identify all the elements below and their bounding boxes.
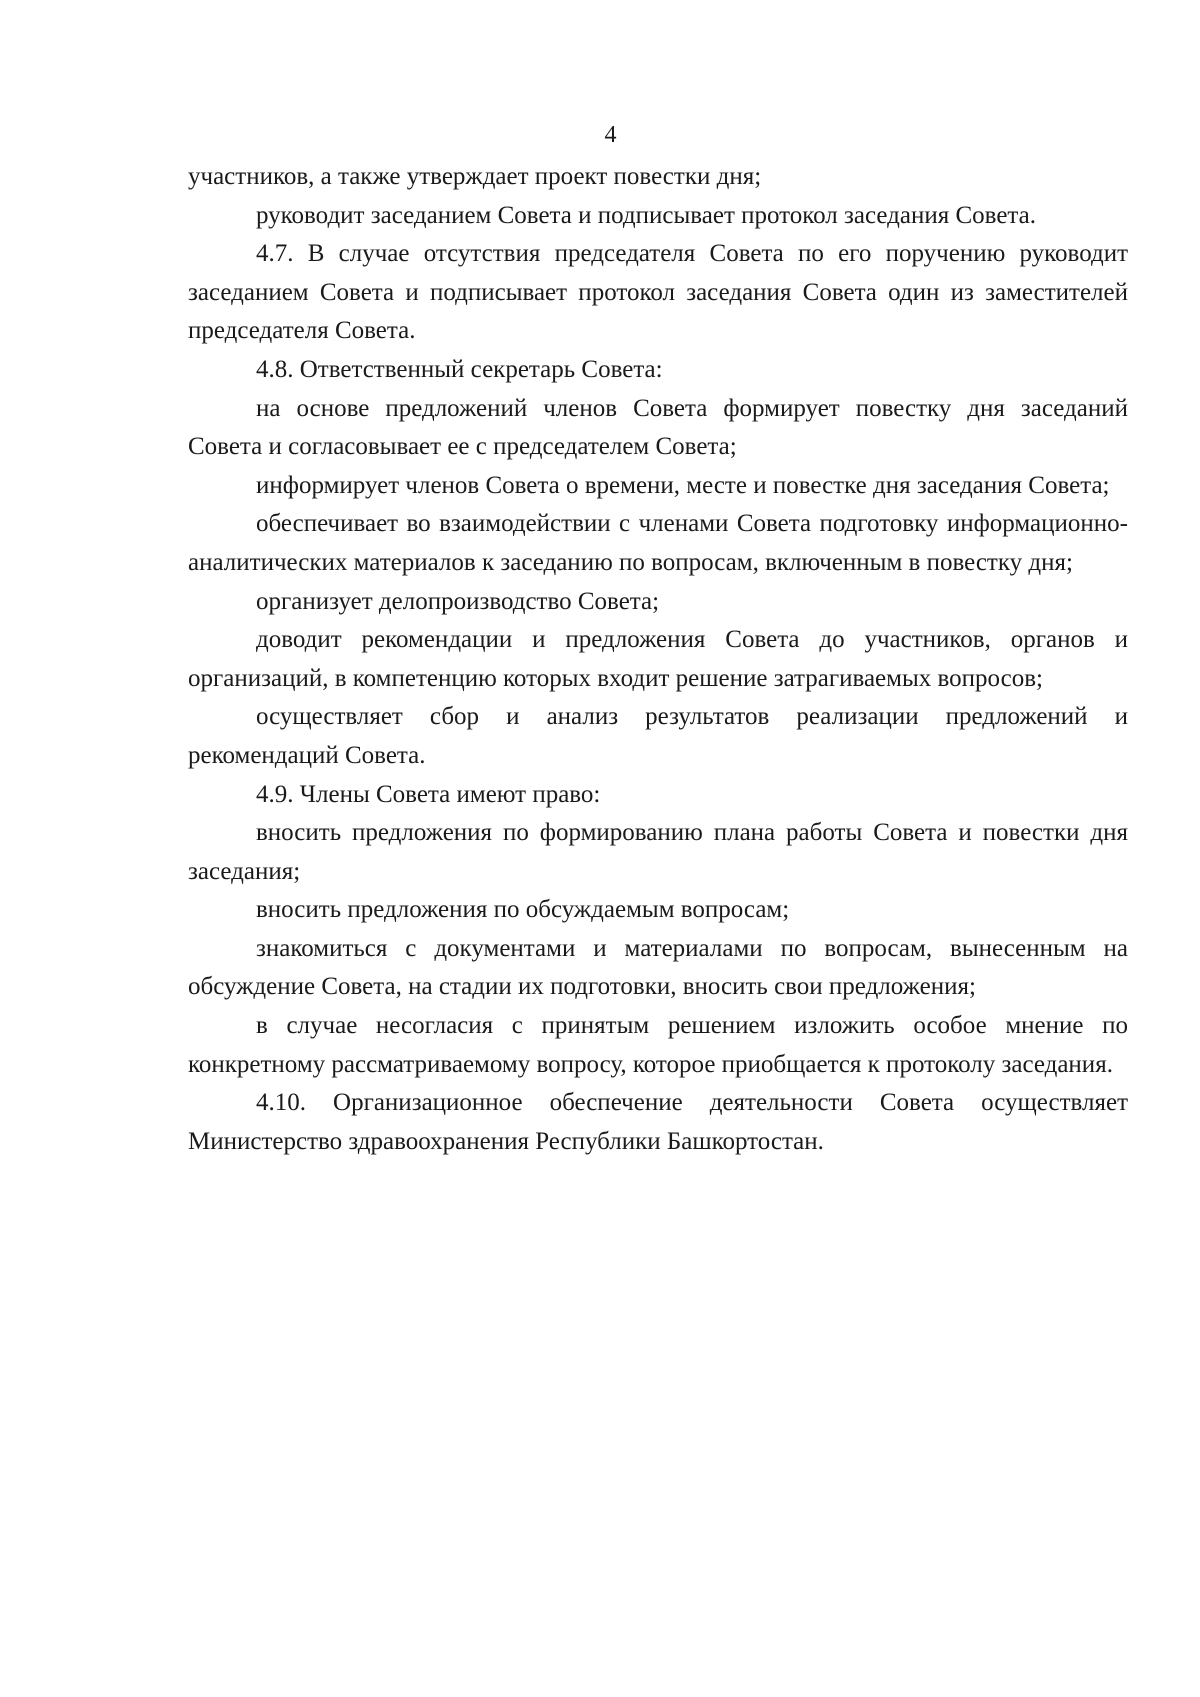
paragraph-members-plan: вносить предложения по формированию плана работы Совета и повестки дня заседания;	[188, 819, 1128, 885]
paragraph-secretary-records: организует делопроизводство Совета;	[256, 587, 660, 615]
paragraph-secretary-agenda: на основе предложений членов Совета формирует повестку дня заседаний Совета и согласовывает ее с председателем Совета;	[188, 394, 1128, 461]
paragraph-members-dissent: в случае несогласия с принятым решением изложить особое мнение по конкретному рассматриваемому вопросу, которое приобщается к протоколу заседания.	[188, 1012, 1128, 1078]
paragraph-chair-duties: руководит заседанием Совета и подписывает протокол заседания Совета.	[256, 201, 1037, 229]
page-number: 4	[604, 122, 617, 148]
paragraph-secretary-analysis: осуществляет сбор и анализ результатов реализации предложений и рекомендаций Совета.	[188, 703, 1128, 769]
document-body	[188, 158, 1128, 1161]
paragraph-4-8-heading: 4.8. Ответственный секретарь Совета:	[256, 355, 663, 383]
paragraph-secretary-inform: информирует членов Совета о времени, месте и повестке дня заседания Совета;	[256, 471, 1110, 499]
paragraph-4-10: 4.10. Организационное обеспечение деятельности Совета осуществляет Министерство здравоохранения Республики Башкортостан.	[188, 1089, 1128, 1155]
paragraph-secretary-materials: обеспечивает во взаимодействии с членами Совета подготовку информационно-аналитических материалов к заседанию по вопросам, включенным в повестку дня;	[188, 510, 1128, 576]
paragraph-secretary-recommendations: доводит рекомендации и предложения Совета до участников, органов и организаций, в компетенцию которых входит решение затрагиваемых вопросов;	[188, 626, 1128, 692]
paragraph-continuation: участников, а также утверждает проект повестки дня;	[188, 163, 762, 190]
paragraph-members-proposals: вносить предложения по обсуждаемым вопросам;	[256, 896, 790, 924]
paragraph-4-7: 4.7. В случае отсутствия председателя Совета по его поручению руководит заседанием Совета и подписывает протокол заседания Совета один из заместителей председателя Совета.	[188, 240, 1128, 345]
paragraph-members-documents: знакомиться с документами и материалами по вопросам, вынесенным на обсуждение Совета, на стадии их подготовки, вносить свои предложения;	[188, 934, 1128, 1001]
paragraph-4-9-heading: 4.9. Члены Совета имеют право:	[256, 780, 601, 808]
